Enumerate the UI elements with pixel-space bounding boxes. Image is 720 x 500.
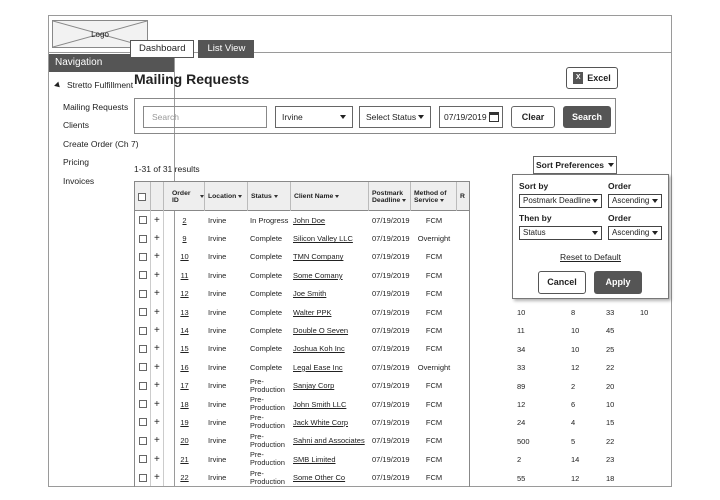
count-cell-2: 12 xyxy=(571,363,580,373)
count-cell-2: 2 xyxy=(571,381,576,391)
expand-row-icon[interactable]: + xyxy=(154,288,160,300)
method-cell: FCM xyxy=(425,436,443,446)
status-value: Select Status xyxy=(366,112,417,122)
table-row[interactable] xyxy=(135,432,469,450)
sort-arrow-icon xyxy=(238,195,242,198)
row-checkbox[interactable] xyxy=(139,474,147,482)
table-row[interactable] xyxy=(135,248,469,266)
client-header[interactable] xyxy=(291,182,369,211)
count-cell-1: 11 xyxy=(517,326,525,336)
count-cell-3: 22 xyxy=(606,363,615,373)
client-name-link[interactable]: Legal Ease Inc xyxy=(293,362,343,372)
table-row[interactable] xyxy=(135,285,469,303)
apply-button[interactable]: Apply xyxy=(594,271,642,294)
chevron-down-icon xyxy=(652,199,658,203)
count-cell-2: 5 xyxy=(571,436,576,446)
client-name-link[interactable]: Silicon Valley LLC xyxy=(293,234,353,244)
status-cell: Complete xyxy=(250,326,283,336)
expand-row-icon[interactable]: + xyxy=(154,214,160,226)
count-cell-1: 33 xyxy=(517,363,526,373)
client-header-label: Client Name xyxy=(294,193,334,200)
location-cell: Irvine xyxy=(208,234,227,244)
count-cell-1: 34 xyxy=(517,344,526,354)
status-cell: Complete xyxy=(250,234,283,244)
nav-section-label: Stretto Fulfillment xyxy=(67,80,134,90)
then-by-label: Then by xyxy=(519,213,552,223)
client-name-link[interactable]: Sahni and Associates xyxy=(293,436,365,446)
order-id-link[interactable]: 22 xyxy=(180,473,189,483)
nav-title: Navigation xyxy=(49,54,174,72)
order-id-link[interactable]: 19 xyxy=(180,417,189,427)
order2-label: Order xyxy=(608,213,632,223)
chevron-down-icon xyxy=(592,199,598,203)
status-cell: Pre-Production xyxy=(250,413,285,431)
client-name-link[interactable]: John Doe xyxy=(293,215,326,225)
method-cell: FCM xyxy=(425,326,443,336)
expand-row-icon[interactable]: + xyxy=(154,251,160,263)
postmark-deadline-cell: 07/19/2019 xyxy=(372,399,410,409)
chevron-down-icon xyxy=(608,163,614,167)
row-checkbox-cell xyxy=(139,340,147,358)
count-cell-1: 10 xyxy=(517,308,526,317)
count-cell-3: 23 xyxy=(606,455,615,465)
tab-list-view[interactable]: List View xyxy=(198,40,254,58)
client-name-link[interactable]: Sanjay Corp xyxy=(293,381,335,391)
table-row[interactable] xyxy=(135,303,469,321)
sort-arrow-icon xyxy=(335,195,339,198)
cancel-button[interactable]: Cancel xyxy=(538,271,586,294)
table-row[interactable] xyxy=(135,211,469,229)
status-header[interactable] xyxy=(248,182,291,211)
search-input[interactable]: Search xyxy=(143,106,267,128)
location-cell: Irvine xyxy=(208,454,227,464)
expand-row-icon[interactable]: + xyxy=(154,435,160,447)
status-cell: Complete xyxy=(250,307,283,317)
status-cell: Pre-Production xyxy=(250,395,285,413)
status-cell: Pre-Production xyxy=(250,468,285,486)
row-checkbox-cell xyxy=(139,358,147,376)
row-checkbox-cell xyxy=(139,377,147,395)
then-by-value: Status xyxy=(523,228,546,237)
count-cell-2: 10 xyxy=(571,344,580,354)
count-cell-1: 2 xyxy=(517,455,522,465)
client-name-link[interactable]: Walter PPK xyxy=(293,307,332,317)
count-cell-3: 20 xyxy=(606,381,615,391)
select-all-checkbox[interactable] xyxy=(138,193,146,201)
count-cell-1: 55 xyxy=(517,473,526,483)
postmark-deadline-cell: 07/19/2019 xyxy=(372,381,410,391)
postmark-header-line2: Deadline xyxy=(372,196,401,204)
method-cell: FCM xyxy=(425,215,443,225)
row-checkbox[interactable] xyxy=(139,327,147,335)
count-cell-2: 6 xyxy=(571,400,576,409)
location-cell: Irvine xyxy=(208,344,227,354)
method-header[interactable] xyxy=(411,182,457,211)
logo-text: Logo xyxy=(91,30,109,39)
row-checkbox-cell xyxy=(139,432,147,450)
order-id-link[interactable]: 14 xyxy=(180,326,189,336)
expand-row-icon[interactable]: + xyxy=(154,233,160,245)
order-id-link[interactable]: 20 xyxy=(180,436,189,446)
calendar-icon[interactable] xyxy=(489,112,499,122)
method-cell: FCM xyxy=(425,289,443,299)
expand-row-icon[interactable]: + xyxy=(154,269,160,281)
reset-to-default-link[interactable]: Reset to Default xyxy=(560,252,621,262)
page-title: Mailing Requests xyxy=(134,71,250,87)
table-row[interactable] xyxy=(135,340,469,358)
order2-select[interactable] xyxy=(608,226,662,240)
method-cell: FCM xyxy=(425,270,443,280)
status-cell: Pre-Production xyxy=(250,450,285,468)
count-cell-2: 4 xyxy=(571,418,576,428)
table-row[interactable] xyxy=(135,468,469,486)
method-cell: FCM xyxy=(425,399,443,409)
order-id-link[interactable]: 13 xyxy=(180,307,189,317)
location-header[interactable] xyxy=(205,182,248,211)
status-cell: Complete xyxy=(250,344,283,354)
client-name-link[interactable]: Joshua Koh Inc xyxy=(293,344,345,354)
date-value: 07/19/2019 xyxy=(444,112,487,122)
order-id-link[interactable]: 15 xyxy=(180,344,189,354)
count-cell-3: 45 xyxy=(606,326,615,336)
count-cell-2: 12 xyxy=(571,473,580,483)
sort-by-value: Postmark Deadline xyxy=(523,196,591,205)
row-checkbox[interactable] xyxy=(139,437,147,445)
expand-row-icon[interactable]: + xyxy=(154,398,160,410)
sort-arrow-icon xyxy=(200,195,204,198)
expand-row-icon[interactable]: + xyxy=(154,416,160,428)
sort-preferences-popup xyxy=(512,174,669,299)
postmark-deadline-cell: 07/19/2019 xyxy=(372,234,410,244)
sort-arrow-icon xyxy=(440,199,444,202)
method-cell: Overnight xyxy=(417,362,451,372)
count-cell-3: 18 xyxy=(606,473,615,483)
order-id-link[interactable]: 9 xyxy=(182,234,187,244)
client-name-link[interactable]: Some Other Co xyxy=(293,473,346,483)
postmark-deadline-cell: 07/19/2019 xyxy=(372,252,410,262)
results-count: 1-31 of 31 results xyxy=(134,164,200,174)
sidebar-item-create-order[interactable]: Create Order (Ch 7) xyxy=(63,139,139,149)
sort-arrow-icon xyxy=(402,199,406,202)
status-cell: Complete xyxy=(250,289,283,299)
chevron-down-icon xyxy=(340,115,346,119)
status-cell: Pre-Production xyxy=(250,376,285,394)
row-checkbox[interactable] xyxy=(139,400,147,408)
location-cell: Irvine xyxy=(208,417,227,427)
expand-row-icon[interactable]: + xyxy=(154,325,160,337)
excel-icon: X xyxy=(573,72,583,84)
client-name-link[interactable]: Joe Smith xyxy=(293,289,327,299)
postmark-deadline-cell: 07/19/2019 xyxy=(372,215,410,225)
postmark-deadline-cell: 07/19/2019 xyxy=(372,473,410,483)
method-cell: FCM xyxy=(425,473,443,483)
client-name-link[interactable]: Double O Seven xyxy=(293,326,349,336)
row-checkbox[interactable] xyxy=(139,253,147,261)
select-all-header xyxy=(135,182,151,211)
status-cell: Pre-Production xyxy=(250,431,285,449)
row-checkbox[interactable] xyxy=(139,418,147,426)
row-checkbox-cell xyxy=(139,321,147,339)
order-id-header[interactable] xyxy=(164,182,205,211)
table-row[interactable] xyxy=(135,395,469,413)
column-divider xyxy=(150,211,151,486)
order-id-link[interactable]: 21 xyxy=(180,454,189,464)
expand-row-icon[interactable]: + xyxy=(154,453,160,465)
sidebar-item-mailing-requests[interactable]: Mailing Requests xyxy=(63,102,129,112)
nav-section-stretto[interactable] xyxy=(55,80,133,90)
count-cell-2: 8 xyxy=(571,308,576,317)
table-row[interactable] xyxy=(135,229,469,247)
location-cell: Irvine xyxy=(208,381,227,391)
status-header-label: Status xyxy=(251,193,272,200)
status-cell: Complete xyxy=(250,252,283,262)
location-cell: Irvine xyxy=(208,473,227,483)
expand-triangle-icon xyxy=(54,81,62,89)
client-name-link[interactable]: TMN Company xyxy=(293,252,344,262)
method-cell: FCM xyxy=(425,307,443,317)
order-id-link[interactable]: 10 xyxy=(180,252,189,262)
method-cell: FCM xyxy=(425,252,443,262)
table-row[interactable] xyxy=(135,358,469,376)
row-checkbox-cell xyxy=(139,468,147,486)
count-cell-3: 25 xyxy=(606,344,615,354)
expand-row-icon[interactable]: + xyxy=(154,361,160,373)
expand-header xyxy=(151,182,164,211)
excel-label: Excel xyxy=(587,73,611,83)
then-by-select[interactable] xyxy=(519,226,602,240)
method-cell: FCM xyxy=(425,417,443,427)
client-name-link[interactable]: Jack White Corp xyxy=(293,417,349,427)
sidebar-item-clients[interactable]: Clients xyxy=(63,120,89,130)
row-checkbox-cell xyxy=(139,229,147,247)
row-checkbox-cell xyxy=(139,266,147,284)
view-tabs xyxy=(130,40,254,58)
method-cell: FCM xyxy=(425,344,443,354)
row-checkbox[interactable] xyxy=(139,235,147,243)
row-checkbox-cell xyxy=(139,285,147,303)
location-cell: Irvine xyxy=(208,326,227,336)
sidebar-item-pricing[interactable]: Pricing xyxy=(63,157,89,167)
sort-arrow-icon xyxy=(274,195,278,198)
r-header[interactable]: R xyxy=(460,193,465,200)
status-select[interactable] xyxy=(359,106,431,128)
client-name-link[interactable]: SMB Limited xyxy=(293,454,336,464)
location-cell: Irvine xyxy=(208,399,227,409)
row-checkbox-cell xyxy=(139,413,147,431)
order2-value: Ascending xyxy=(612,228,650,237)
order-label: Order xyxy=(608,181,632,191)
chevron-down-icon xyxy=(592,231,598,235)
row-checkbox[interactable] xyxy=(139,363,147,371)
count-cell-3: 10 xyxy=(606,400,615,409)
postmark-deadline-cell: 07/19/2019 xyxy=(372,417,410,427)
count-cell-3: 33 xyxy=(606,308,615,317)
status-cell: In Progress xyxy=(250,215,289,225)
location-cell: Irvine xyxy=(208,436,227,446)
location-header-label: Location xyxy=(208,193,237,200)
postmark-deadline-cell: 07/19/2019 xyxy=(372,362,410,372)
location-value: Irvine xyxy=(282,112,303,122)
location-cell: Irvine xyxy=(208,270,227,280)
postmark-deadline-cell: 07/19/2019 xyxy=(372,289,410,299)
postmark-deadline-cell: 07/19/2019 xyxy=(372,326,410,336)
filter-panel xyxy=(134,98,616,134)
table-body xyxy=(135,211,469,487)
row-checkbox[interactable] xyxy=(139,216,147,224)
client-name-link[interactable]: John Smith LLC xyxy=(293,399,347,409)
postmark-header-line1: Postmark xyxy=(372,189,403,197)
count-cell-2: 10 xyxy=(571,326,580,336)
count-cell-3: 22 xyxy=(606,436,615,446)
expand-row-icon[interactable]: + xyxy=(154,380,160,392)
order-id-link[interactable]: 2 xyxy=(182,215,187,225)
count-cell-1: 500 xyxy=(517,436,530,446)
chevron-down-icon xyxy=(652,231,658,235)
order-value: Ascending xyxy=(612,196,650,205)
row-checkbox[interactable] xyxy=(139,290,147,298)
method-cell: FCM xyxy=(425,381,443,391)
row-checkbox-cell xyxy=(139,450,147,468)
postmark-deadline-cell: 07/19/2019 xyxy=(372,307,410,317)
row-checkbox-cell xyxy=(139,211,147,229)
client-name-link[interactable]: Some Comany xyxy=(293,270,343,280)
row-checkbox[interactable] xyxy=(139,271,147,279)
status-cell: Complete xyxy=(250,362,283,372)
table-row[interactable] xyxy=(135,321,469,339)
count-cell-1: 89 xyxy=(517,381,526,391)
search-button[interactable]: Search xyxy=(563,106,611,128)
count-cell-2: 14 xyxy=(571,455,580,465)
order-id-link[interactable]: 11 xyxy=(180,270,189,280)
method-cell: Overnight xyxy=(417,234,451,244)
location-cell: Irvine xyxy=(208,289,227,299)
row-checkbox[interactable] xyxy=(139,345,147,353)
order-id-link[interactable]: 12 xyxy=(180,289,189,299)
order-id-header-label: Order ID xyxy=(172,189,191,204)
mailing-requests-table xyxy=(134,181,470,487)
expand-row-icon[interactable]: + xyxy=(154,306,160,318)
sort-preferences-button[interactable] xyxy=(533,156,617,174)
location-cell: Irvine xyxy=(208,252,227,262)
order-id-link[interactable]: 18 xyxy=(180,399,189,409)
location-cell: Irvine xyxy=(208,215,227,225)
row-checkbox-cell xyxy=(139,248,147,266)
table-row[interactable] xyxy=(135,377,469,395)
table-row[interactable] xyxy=(135,450,469,468)
tab-dashboard[interactable]: Dashboard xyxy=(130,40,194,58)
sort-preferences-label: Sort Preferences xyxy=(535,160,605,170)
row-checkbox[interactable] xyxy=(139,308,147,316)
postmark-deadline-cell: 07/19/2019 xyxy=(372,436,410,446)
postmark-header[interactable] xyxy=(369,182,411,211)
method-header-line2: Service xyxy=(414,196,439,204)
order-id-link[interactable]: 16 xyxy=(180,362,189,372)
row-checkbox[interactable] xyxy=(139,455,147,463)
excel-button[interactable] xyxy=(566,67,618,89)
location-select[interactable] xyxy=(275,106,353,128)
chevron-down-icon xyxy=(418,115,424,119)
count-cell-3: 15 xyxy=(606,418,615,428)
table-row[interactable] xyxy=(135,413,469,431)
date-input[interactable] xyxy=(439,106,503,128)
count-cell-1: 12 xyxy=(517,400,526,409)
sort-by-select[interactable] xyxy=(519,194,602,208)
postmark-deadline-cell: 07/19/2019 xyxy=(372,270,410,280)
order-select[interactable] xyxy=(608,194,662,208)
postmark-deadline-cell: 07/19/2019 xyxy=(372,344,410,354)
clear-button[interactable]: Clear xyxy=(511,106,555,128)
table-row[interactable] xyxy=(135,266,469,284)
location-cell: Irvine xyxy=(208,362,227,372)
table-header xyxy=(135,181,469,211)
method-header-line1: Method of xyxy=(414,189,447,197)
count-cell-1: 24 xyxy=(517,418,526,428)
expand-row-icon[interactable]: + xyxy=(154,343,160,355)
postmark-deadline-cell: 07/19/2019 xyxy=(372,454,410,464)
column-divider xyxy=(163,211,164,486)
location-cell: Irvine xyxy=(208,307,227,317)
sort-by-label: Sort by xyxy=(519,181,549,191)
expand-row-icon[interactable]: + xyxy=(154,472,160,484)
method-cell: FCM xyxy=(425,454,443,464)
row-checkbox[interactable] xyxy=(139,382,147,390)
status-cell: Complete xyxy=(250,270,283,280)
row-checkbox-cell xyxy=(139,395,147,413)
count-cell-4: 10 xyxy=(640,308,649,317)
sidebar-item-invoices[interactable]: Invoices xyxy=(63,176,95,186)
row-checkbox-cell xyxy=(139,303,147,321)
order-id-link[interactable]: 17 xyxy=(180,381,189,391)
